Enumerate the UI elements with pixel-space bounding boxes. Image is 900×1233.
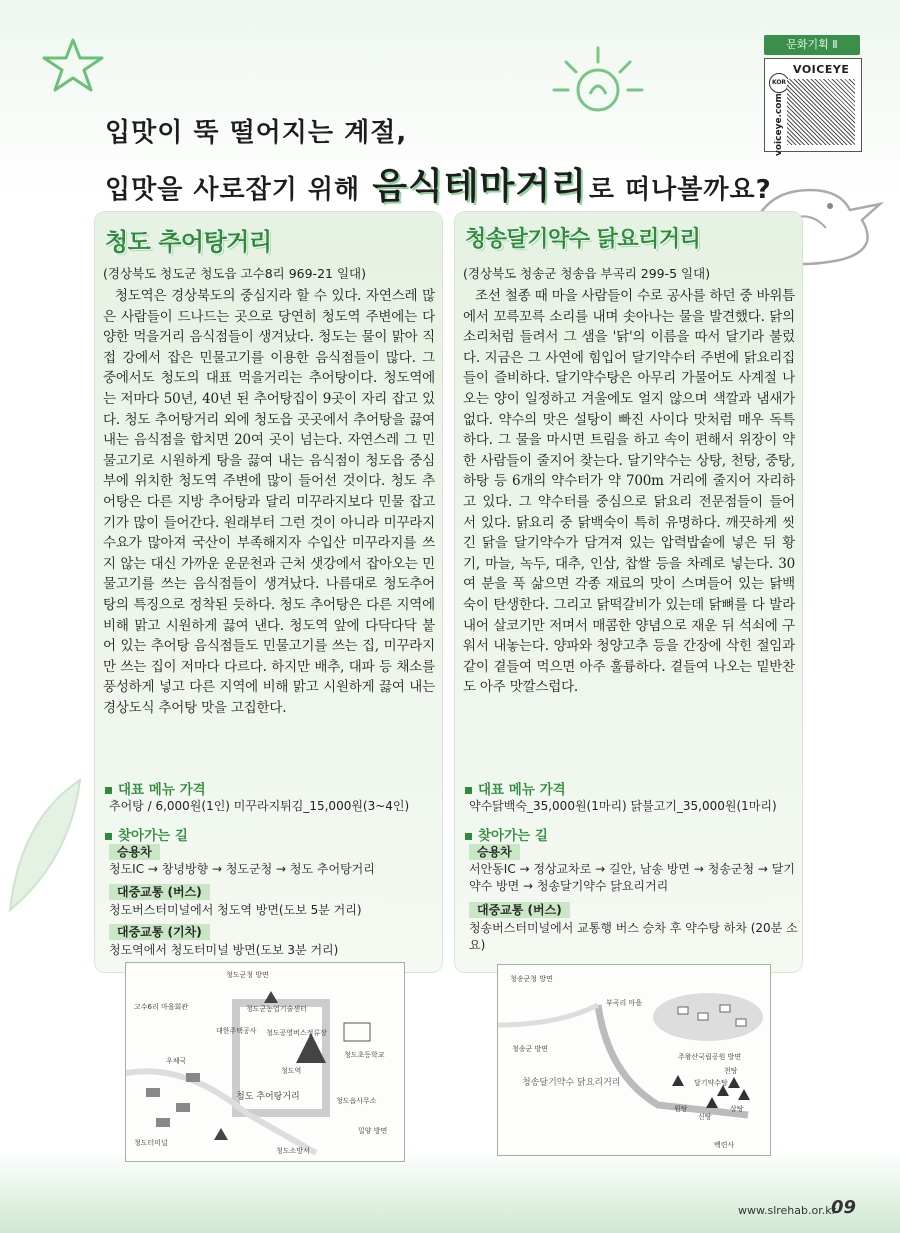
left-route-label-text: 찾아가는 길 (118, 828, 188, 844)
right-map-label: 원탕 (674, 1105, 688, 1113)
left-address: (경상북도 청도군 청도읍 고수8리 969-21 일대) (103, 266, 366, 281)
left-map-label: 청도 추어탕거리 (236, 1092, 300, 1102)
left-map (125, 962, 405, 1162)
left-map-label: 고수6리 마을회관 (134, 1003, 189, 1011)
right-map-label: 주왕산국립공원 방면 (678, 1053, 742, 1061)
left-menu: 추어탕 / 6,000원(1인) 미꾸라지튀김_15,000원(3~4인) (109, 799, 410, 813)
right-car-chip: 승용차 (469, 844, 520, 860)
left-bus: 청도버스터미널에서 청도역 방면(도보 5분 거리) (109, 903, 362, 917)
left-train: 청도역에서 청도터미널 방면(도보 3분 거리) (109, 943, 339, 957)
left-map-label: 청도공영버스정류장 (266, 1029, 327, 1037)
left-title: 청도 추어탕거리 (105, 228, 272, 256)
right-map-label: 청송달기약수 닭요리거리 (522, 1078, 621, 1088)
leaf-doodle-icon (0, 760, 90, 920)
right-map-svg (498, 965, 770, 1155)
qr-code-icon (787, 79, 855, 145)
left-map-label: 청도읍사무소 (336, 1097, 377, 1105)
left-map-label: 청도터미널 (134, 1139, 168, 1147)
left-bus-chip: 대중교통 (버스) (109, 884, 210, 900)
voiceye-url: voiceye.com (774, 93, 784, 156)
bullet-square-icon (465, 787, 472, 794)
right-address: (경상북도 청송군 청송읍 부곡리 299-5 일대) (463, 266, 711, 281)
right-map (497, 964, 771, 1156)
right-map-label: 상탕 (730, 1105, 744, 1113)
sun-doodle-icon (540, 40, 650, 130)
right-title: 청송달기약수 닭요리거리 (465, 227, 701, 252)
headline-line2 (105, 158, 772, 209)
left-route-label (105, 824, 188, 844)
headline-post: 로 떠나볼까요? (588, 175, 772, 205)
right-map-label: 부곡리 마을 (606, 999, 643, 1007)
right-body-paragraph: 조선 철종 때 마을 사람들이 수로 공사를 하던 중 바위틈에서 꼬륵꼬륵 소리를 내며 솟아나는 물을 발견했다. 닭의 소리처럼 들려서 그 샘을 '닭'의 이름을 따서 달기라 불렀다. 지금은 그 사연에 힘입어 달기약수터 주변에 닭요리집들이 즐비하다. 달기약수탕은 아무리 가물어도 사계절 나오는 양이 일정하고 겨울에도 얼지 않으며 색깔과 냄새가 없다. 약수의 맛은 설탕이 빠진 사이다 맛처럼 매우 독특하다. 그 물을 마시면 트림을 하고 속이 편해서 위장이 약한 사람들이 줄지어 찾는다. 달기약수는 상탕, 천탕, 중탕, 하탕 등 6개의 약수터가 약 700m 거리에 줄지어 자리하고 있다. 그 약수터를 중심으로 닭요리 전문점들이 들어 서 있다. 닭요리 중 닭백숙이 특히 유명하다. 깨끗하게 씻긴 닭을 달기약수가 담겨져 있는 압력밥솥에 넣은 뒤 황기, 마늘, 녹두, 대추, 인삼, 찹쌀 등을 차례로 넣는다. 30여 분을 푹 삶으면 각종 재료의 맛이 스며들어 있는 닭백숙이 탄생한다. 그리고 닭떡갈비가 있는데 닭뼈를 다 발라내어 살코기만 저며서 매콤한 양념으로 재운 뒤 석쇠에 구워서 내놓는다. 양파와 청양고추 등을 간장에 삭힌 절임과 같이 곁들여 먹으면 아주 훌륭하다. 곁들여 나오는 밑반찬도 아주 맛깔스럽다. (463, 288, 795, 696)
voiceye-brand: VOICEYE (793, 63, 850, 76)
page-number: 09 (831, 1197, 857, 1218)
headline-highlight: 음식테마거리 (372, 166, 587, 207)
headline-line1: 입맛이 뚝 떨어지는 계절, (105, 118, 408, 148)
left-car-chip: 승용차 (109, 844, 160, 860)
bullet-square-icon (465, 833, 472, 840)
right-body (463, 286, 795, 698)
left-map-label: 청도군농업기술센터 (246, 1005, 307, 1013)
left-map-label: 청도초등학교 (344, 1051, 385, 1059)
left-map-label: 우체국 (166, 1057, 187, 1065)
left-map-label: 청도역 (281, 1067, 302, 1075)
left-map-label: 청도소방서 (276, 1147, 310, 1155)
right-map-label: 천탕 (724, 1067, 738, 1075)
left-body-paragraph: 청도역은 경상북도의 중심지라 할 수 있다. 자연스레 많은 사람들이 드나드는 곳으로 당연히 청도역 주변에는 다양한 먹을거리 음식점들이 생겨났다. 청도는 물이 맑아 직접 강에서 잡은 민물고기를 이용한 음식점들이 많다. 그 중에서도 청도의 대표 먹을거리는 추어탕이다. 청도역에는 저마다 50년, 40년 된 추어탕집이 9곳이 자리 잡고 있다. 청도 추어탕거리 외에 청도읍 곳곳에서 추어탕을 끓여 내는 음식점을 합치면 20여 곳이 넘는다. 자연스레 그 민물고기로 시원하게 탕을 끓여 내는 음식점이 청도읍 중심부에 위치한 청도역 주변에 많이 들어선 것이다. 청도 추어탕은 다른 지방 추어탕과 달리 미꾸라지보다 민물 잡고기가 많이 들어간다. 원래부터 그런 것이 아니라 미꾸라지 수요가 많아져 국산이 부족해지자 수입산 미꾸라지를 쓰지 않는 대신 가까운 운문천과 근처 샛강에서 잡아오는 민물고기를 쓰는 음식점들이 생겨났다. 나름대로 청도추어탕의 특징으로 정착된 듯하다. 청도 추어탕은 다른 지역에 비해 맑고 시원하게 끓여 낸다. 청도역 앞에 다닥다닥 붙어 있는 추어탕 음식점들도 민물고기를 쓰는 집, 미꾸라지만 쓰는 집이 저마다 다르다. 하지만 배추, 대파 등 채소를 풍성하게 넣고 다른 지역에 비해 맑고 시원하게 끓여 내는 경상도식 추어탕 맛을 고집한다. (103, 288, 435, 716)
right-bus: 청송버스터미널에서 교통행 버스 승차 후 약수탕 하차 (20분 소요) (469, 921, 798, 952)
kor-icon: KOR (769, 73, 789, 93)
left-menu-label-text: 대표 메뉴 가격 (118, 782, 206, 798)
left-article (95, 212, 442, 972)
headline-pre: 입맛을 사로잡기 위해 (105, 175, 371, 205)
right-route-label (465, 824, 548, 844)
section-tag: 문화기획 Ⅱ (764, 35, 860, 55)
right-map-label: 백련사 (714, 1141, 735, 1149)
left-body (103, 286, 435, 718)
bullet-square-icon (105, 833, 112, 840)
right-map-label: 신탕 (698, 1113, 712, 1121)
voiceye-code[interactable] (764, 58, 862, 156)
bullet-square-icon (105, 787, 112, 794)
left-map-svg (126, 963, 404, 1161)
left-map-label: 청도군청 방면 (226, 971, 269, 979)
left-map-label: 밀양 방면 (358, 1127, 388, 1135)
right-map-label: 달기약수탕 (694, 1079, 728, 1087)
right-car: 서안동IC → 정상교차로 → 길안, 남송 방면 → 청송군청 → 달기약수 방면 → 청송달기약수 닭요리거리 (469, 862, 795, 893)
right-article (455, 212, 802, 972)
star-doodle-icon (38, 36, 108, 96)
right-route-label-text: 찾아가는 길 (478, 828, 548, 844)
right-menu-label (465, 778, 566, 798)
right-map-label: 청송군청 방면 (510, 975, 553, 983)
left-map-label: 대한주택공사 (216, 1027, 257, 1035)
left-car: 청도IC → 창녕방향 → 청도군청 → 청도 추어탕거리 (109, 862, 375, 876)
left-menu-label (105, 778, 206, 798)
right-map-label: 청송군 방면 (512, 1045, 549, 1053)
right-menu: 약수닭백숙_35,000원(1마리) 닭불고기_35,000원(1마리) (469, 799, 777, 813)
left-train-chip: 대중교통 (기차) (109, 924, 210, 940)
right-bus-chip: 대중교통 (버스) (469, 902, 570, 918)
right-menu-label-text: 대표 메뉴 가격 (478, 782, 566, 798)
footer-url[interactable]: www.slrehab.or.kr (738, 1204, 837, 1217)
